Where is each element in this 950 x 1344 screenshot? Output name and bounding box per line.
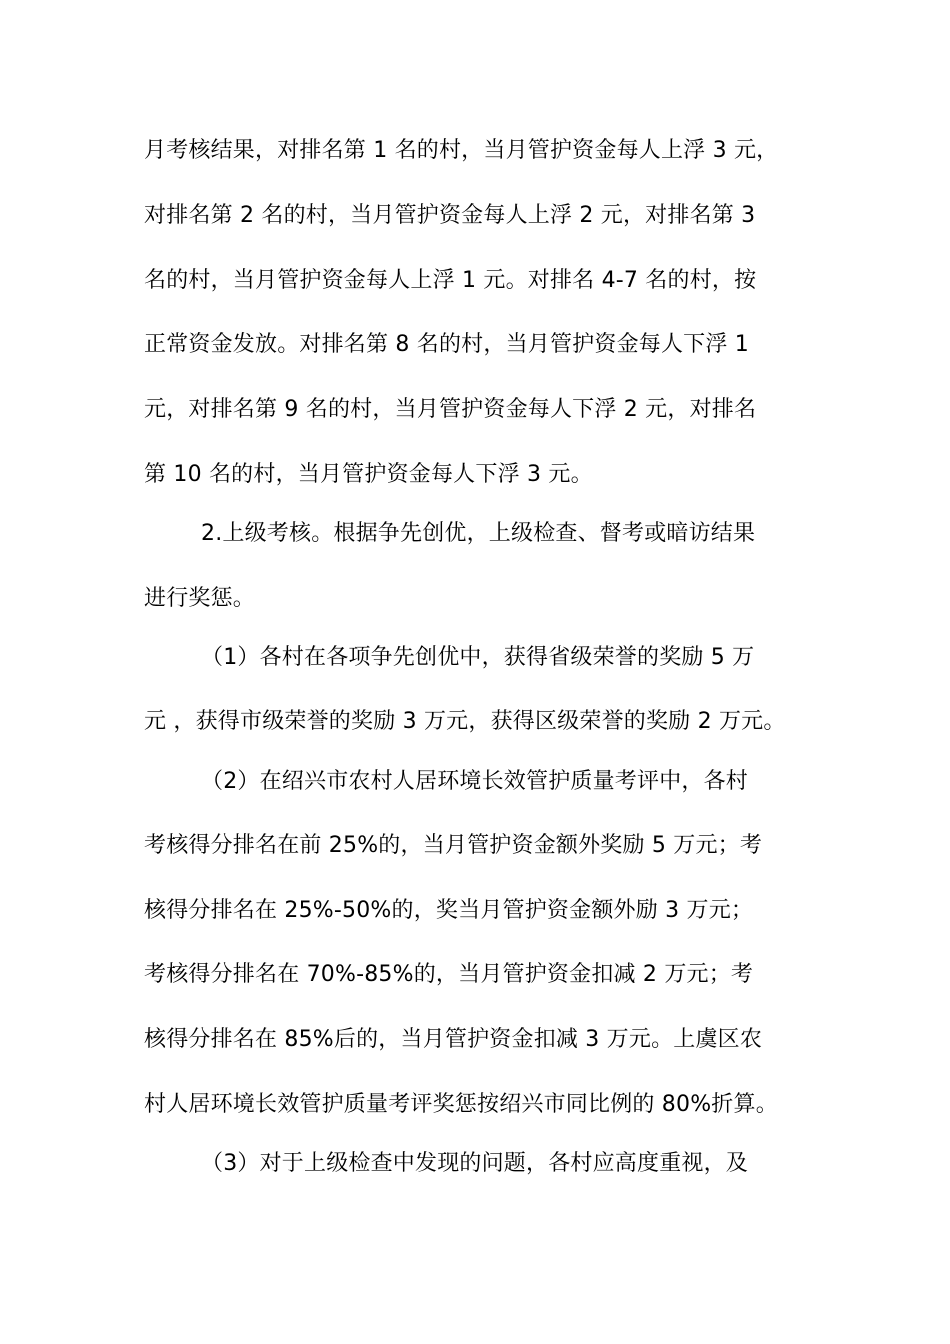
list-item-line: （1）各村在各项争先创优中，获得省级荣誉的奖励 5 万 — [201, 645, 755, 670]
body-text-line: 月考核结果，对排名第 1 名的村，当月管护资金每人上浮 3 元， — [144, 138, 779, 163]
body-text-line: 核得分排名在 85%后的，当月管护资金扣减 3 万元。上虞区农 — [144, 1027, 763, 1052]
body-text-line: 核得分排名在 25%-50%的，奖当月管护资金额外励 3 万元； — [144, 898, 754, 923]
list-item-line: （3）对于上级检查中发现的问题，各村应高度重视，及 — [201, 1151, 748, 1176]
body-text-line: 考核得分排名在前 25%的，当月管护资金额外奖励 5 万元；考 — [144, 833, 763, 858]
body-text-line: 元，对排名第 9 名的村，当月管护资金每人下浮 2 元，对排名 — [144, 397, 757, 422]
body-text-line: 第 10 名的村，当月管护资金每人下浮 3 元。 — [144, 462, 593, 487]
body-text-line: 考核得分排名在 70%-85%的，当月管护资金扣减 2 万元；考 — [144, 962, 754, 987]
body-text-line: 进行奖惩。 — [144, 586, 256, 611]
body-text-line: 对排名第 2 名的村，当月管护资金每人上浮 2 元，对排名第 3 — [144, 203, 756, 228]
list-item-line: （2）在绍兴市农村人居环境长效管护质量考评中，各村 — [201, 769, 748, 794]
body-text-line: 元 ，获得市级荣誉的奖励 3 万元，获得区级荣誉的奖励 2 万元。 — [144, 709, 786, 734]
body-text-line: 村人居环境长效管护质量考评奖惩按绍兴市同比例的 80%折算。 — [144, 1092, 778, 1117]
section-heading-line: 2.上级考核。根据争先创优，上级检查、督考或暗访结果 — [201, 521, 756, 546]
body-text-line: 名的村，当月管护资金每人上浮 1 元。对排名 4-7 名的村，按 — [144, 268, 757, 293]
body-text-line: 正常资金发放。对排名第 8 名的村，当月管护资金每人下浮 1 — [144, 332, 749, 357]
